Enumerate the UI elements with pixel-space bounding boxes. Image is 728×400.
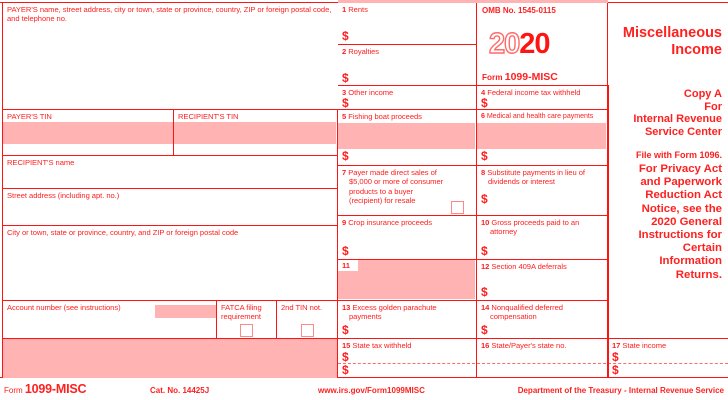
second-tin-checkbox[interactable] (301, 324, 314, 337)
privacy-line-2: and Paperwork (640, 176, 722, 189)
box-15-cell[interactable] (338, 338, 477, 378)
box-13-number: 13 (342, 303, 351, 312)
box-7-text-l4: (recipient) for resale (349, 196, 416, 206)
box-1-text: Rents (348, 5, 368, 14)
box-15-dollar-1: $ (342, 350, 349, 364)
copy-a-label: Copy A (683, 88, 722, 100)
box-5-dollar: $ (342, 149, 349, 163)
box-12-dollar: $ (481, 285, 488, 299)
box-14-text-l2: compensation (490, 312, 537, 322)
box-17-dollar-2: $ (612, 363, 619, 377)
box-8-text-l2: dividends or interest (488, 177, 555, 187)
box-14-cell[interactable] (477, 300, 608, 338)
privacy-line-4: Notice, see the (641, 202, 722, 215)
fatca-checkbox[interactable] (240, 324, 253, 337)
box-15-label (338, 339, 476, 350)
fatca-label-line1: FATCA filing (221, 303, 262, 312)
box-2-dollar: $ (342, 71, 349, 85)
box-10-text-l2: attorney (490, 227, 518, 237)
payer-tin-fill (3, 122, 173, 144)
privacy-bold-line-5: Returns. (675, 268, 722, 281)
box-4-text: Federal income tax withheld (487, 88, 581, 97)
bottom-left-pink-block (2, 338, 338, 378)
box-10-number: 10 (481, 218, 490, 227)
box-4-number: 4 (481, 88, 486, 97)
box-3-label (338, 86, 476, 97)
box-11-label (338, 260, 358, 271)
box-15-dollar-2: $ (342, 363, 349, 377)
box-11-number: 11 (342, 261, 350, 270)
recipient-tin-fill (174, 122, 336, 144)
recipient-name-cell[interactable] (2, 155, 338, 188)
privacy-bold-line-3: Certain (682, 242, 722, 255)
payer-info-cell[interactable] (2, 3, 338, 109)
box-2-label (338, 45, 476, 56)
form-number-header-value: 1099-MISC (504, 71, 558, 83)
box-5-label (338, 110, 476, 121)
box-15-text: State tax withheld (352, 341, 412, 350)
box-13-text-l1: Excess golden parachute (352, 303, 437, 312)
second-tin-cell[interactable] (277, 300, 338, 338)
box-7-text-l1: Payer made direct sales of (348, 168, 437, 177)
box-16-number: 16 (481, 341, 490, 350)
payer-info-label: PAYER'S name, street address, city or town, state or province, country, ZIP or foreign postal code, and telephone no. (7, 5, 332, 24)
box-7-text-l2: $5,000 or more of consumer (349, 177, 444, 187)
privacy-line-1: For Privacy Act (638, 163, 722, 175)
box-7-cell[interactable] (338, 165, 477, 215)
box-17-number: 17 (612, 341, 621, 350)
box-9-cell[interactable] (338, 215, 477, 259)
payer-tin-label: PAYER'S TIN (7, 112, 52, 121)
box-15-number: 15 (342, 341, 351, 350)
copy-a-irs-line2: Service Center (644, 125, 722, 138)
box-2-text: Royalties (348, 47, 380, 56)
box-1-label (338, 3, 476, 14)
footer-url: www.irs.gov/Form1099MISC (318, 386, 425, 395)
box-11-fill (338, 260, 475, 299)
account-number-fill (155, 305, 216, 318)
box-9-text: Crop insurance proceeds (348, 218, 432, 227)
box-2-number: 2 (342, 47, 347, 56)
street-address-label: Street address (including apt. no.) (7, 191, 120, 200)
recipient-name-label: RECIPIENT'S name (7, 158, 75, 167)
second-tin-label: 2nd TIN not. (281, 303, 323, 312)
tax-year-hollow: 20 (489, 28, 520, 60)
payer-tin-cell[interactable] (2, 109, 174, 155)
copy-a-block (562, 88, 722, 138)
box-7-label (338, 166, 476, 177)
box-14-label (477, 301, 607, 312)
box-1-cell[interactable] (338, 3, 477, 44)
box-3-dollar: $ (342, 96, 349, 110)
box-10-dollar: $ (481, 244, 488, 258)
box-11-cell[interactable] (338, 259, 477, 300)
privacy-bold-line-1: 2020 General (651, 215, 722, 228)
box-9-label (338, 216, 476, 227)
box-16-text: State/Payer's state no. (491, 341, 567, 350)
privacy-bold-line-4: Information (659, 255, 722, 268)
form-title-line2: Income (671, 42, 722, 58)
box-5-fill (338, 123, 475, 149)
box-13-cell[interactable] (338, 300, 477, 338)
copy-a-for: For (704, 100, 722, 113)
footer-cat-no: Cat. No. 14425J (150, 386, 210, 395)
form-title (562, 25, 722, 59)
street-address-cell[interactable] (2, 188, 338, 225)
box-5-number: 5 (342, 112, 347, 121)
box-3-cell[interactable] (338, 85, 477, 109)
box-9-dollar: $ (342, 244, 349, 258)
box-6-number: 6 (481, 112, 485, 120)
box-1-number: 1 (342, 5, 347, 14)
box-17-label (608, 339, 728, 350)
form-title-line1: Miscellaneous (622, 25, 722, 41)
box-8-text-l1: Substitute payments in lieu of (487, 168, 585, 177)
box-3-number: 3 (342, 88, 347, 97)
privacy-line-3: Reduction Act (645, 189, 722, 202)
box-13-text-l2: payments (349, 312, 382, 322)
box-12-number: 12 (481, 262, 490, 271)
box-8-number: 8 (481, 168, 486, 177)
city-state-zip-label: City or town, state or province, country, and ZIP or foreign postal code (7, 228, 239, 237)
account-number-cell[interactable] (2, 300, 217, 338)
box-13-label (338, 301, 476, 312)
box-17-divider (608, 363, 728, 364)
recipient-tin-label: RECIPIENT'S TIN (178, 112, 239, 121)
fatca-label-line2: requirement (221, 312, 261, 322)
box-2-cell[interactable] (338, 44, 477, 85)
footer-form-number-value: 1099-MISC (24, 382, 87, 396)
footer-form-number (4, 382, 86, 396)
box-1-dollar: $ (342, 29, 349, 43)
box-7-number: 7 (342, 168, 347, 177)
recipient-tin-cell[interactable] (174, 109, 338, 155)
box-5-cell[interactable] (338, 109, 477, 165)
box-10-text-l1: Gross proceeds paid to an (491, 218, 580, 227)
box-7-checkbox[interactable] (451, 201, 464, 214)
box-3-text: Other income (348, 88, 394, 97)
box-17-text: State income (622, 341, 667, 350)
privacy-notice-block (557, 163, 722, 282)
rail-left-divider (608, 85, 609, 378)
box-6-text: Medical and health care payments (486, 112, 594, 120)
box-8-dollar: $ (481, 192, 488, 206)
omb-number: OMB No. 1545-0115 (482, 6, 556, 15)
tax-year (489, 30, 550, 59)
box-16-label (477, 339, 607, 350)
box-14-text-l1: Nonqualified deferred (491, 303, 563, 312)
box-4-dollar: $ (481, 96, 488, 110)
form-word-header: Form (482, 73, 503, 82)
footer-form-word: Form (4, 386, 23, 395)
box-17-dollar-1: $ (612, 350, 619, 364)
form-number-header (482, 71, 558, 83)
box-14-dollar: $ (481, 323, 488, 337)
box-13-dollar: $ (342, 323, 349, 337)
file-with-1096: File with Form 1096. (635, 150, 722, 160)
account-number-label: Account number (see instructions) (7, 303, 121, 312)
box-12-text: Section 409A deferrals (491, 262, 567, 271)
box-15-divider (338, 363, 475, 364)
footer-treasury: Department of the Treasury - Internal Revenue Service (517, 386, 724, 395)
box-6-dollar: $ (481, 149, 488, 163)
copy-a-irs-line1: Internal Revenue (633, 113, 722, 125)
box-5-text: Fishing boat proceeds (348, 112, 422, 121)
box-16-cell[interactable] (477, 338, 608, 378)
box-17-cell[interactable] (608, 338, 728, 378)
box-7-text-l3: products to a buyer (349, 186, 414, 196)
box-16-divider (477, 363, 606, 364)
privacy-bold-line-2: Instructions for (638, 229, 722, 242)
tax-year-solid: 20 (519, 28, 550, 60)
city-state-zip-cell[interactable] (2, 225, 338, 300)
box-14-number: 14 (481, 303, 490, 312)
fatca-cell[interactable] (217, 300, 277, 338)
box-9-number: 9 (342, 218, 347, 227)
